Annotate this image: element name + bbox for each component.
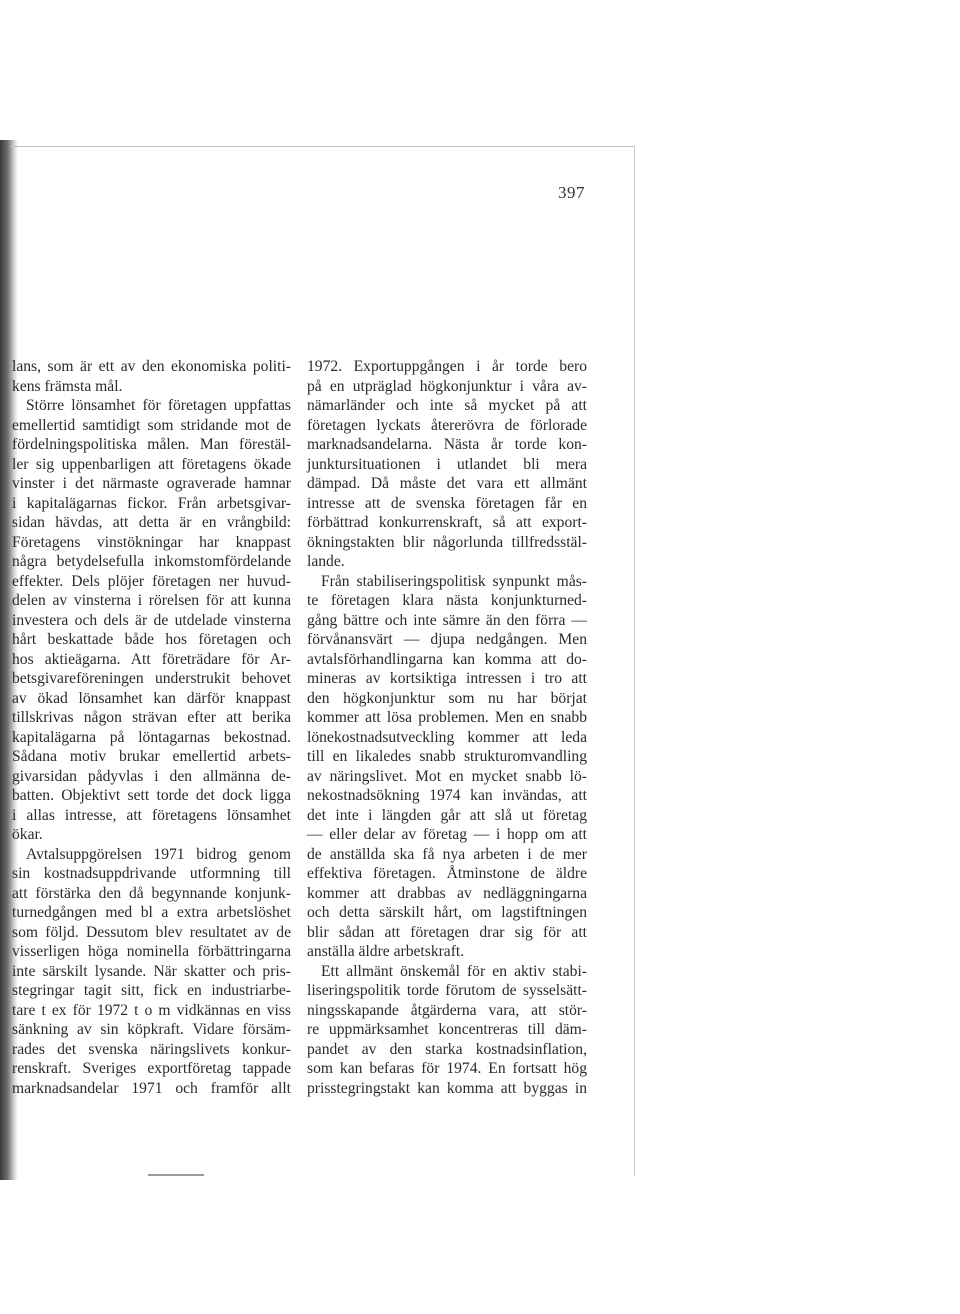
right-text-column [307, 357, 587, 1098]
text-line: ningsskapande åtgärderna vara, att stör- [307, 1001, 587, 1019]
text-line: ökar. [12, 826, 43, 843]
text-line: Företagens vinstökningar har knappast [12, 533, 291, 551]
text-line: — eller delar av företag — i hopp om att [307, 826, 587, 843]
text-line: liseringspolitik torde förutom de sysselsätt- [307, 982, 587, 999]
text-line: på en utpräglad högkonjunktur i våra av- [307, 377, 587, 395]
text-line: blir sådan att företagen drar sig för att [307, 923, 587, 941]
text-line: till en likaledes snabb strukturomvandling [307, 748, 587, 765]
text-line: investera och dels är de utdelade vinsterna [12, 611, 291, 629]
text-line: nämarländer och inte så mycket på att [307, 397, 587, 414]
text-line: delen av vinsterna i rörelsen för att kunna [12, 592, 291, 609]
text-line: turnedgången med bl a extra arbetslöshet [12, 904, 291, 921]
text-line: Större lönsamhet för företagen uppfattas [26, 397, 291, 414]
text-line: förbättrad konkurrenskraft, så att export- [307, 514, 587, 531]
text-line: hårt beskattade både hos företagen och [12, 631, 291, 648]
text-line: anställa äldre arbetskraft. [307, 943, 465, 960]
text-line: stegringar tagit sitt, fick en industriarbe- [12, 982, 291, 999]
text-line: te företagen klara nästa konjunkturned- [307, 592, 587, 609]
text-line: Från stabiliseringspolitisk synpunkt mås- [321, 572, 587, 590]
text-line: emellertid samtidigt som stridande mot de [12, 416, 291, 434]
text-line: visserligen höga nominella förbättringarna [12, 943, 291, 960]
text-line: junktursituationen i utlandet bli mera [307, 455, 587, 473]
text-line: några betydelsefulla inkomstomfördelande [12, 553, 291, 570]
text-line: i allas intresse, att företagens lönsamhet [12, 806, 291, 824]
text-line: kommer att drabbas av nedläggningarna [307, 884, 587, 902]
text-line: effekter. Dels plöjer företagen ner huvud- [12, 572, 291, 590]
text-line: i kapitalägarnas fickor. Från arbetsgivar- [12, 494, 291, 512]
text-line: lans, som är ett av den ekonomiska politi- [12, 358, 291, 375]
left-text-column [12, 357, 291, 1098]
text-line: marknadsandelarna. Nästa år torde kon- [307, 436, 587, 453]
text-line: företagen lyckats återerövra de förlorade [307, 416, 587, 434]
text-line: betsgivareföreningen understrukit behovet [12, 670, 291, 687]
text-line: kens främsta mål. [12, 377, 123, 395]
text-line: givarsidan pådyvlas i den allmänna de- [12, 767, 291, 785]
text-line: av näringslivet. Mot en mycket snabb lö- [307, 767, 587, 785]
text-line: ler sig uppenbarligen att företagens ökade [12, 455, 291, 473]
text-line: tillskrivas någon strävan efter att berika [12, 709, 291, 726]
text-line: 1972. Exportuppgången i år torde bero [307, 358, 587, 375]
text-line: som kan befaras för 1974. En fortsatt hög [307, 1060, 587, 1077]
text-line: re uppmärksamhet koncentreras till däm- [307, 1021, 587, 1038]
text-line: batten. Objektivt sett torde det dock ligga [12, 787, 291, 804]
text-line: Avtalsuppgörelsen 1971 bidrog genom [26, 845, 291, 863]
text-line: nekostnadsökning 1974 kan invändas, att [307, 787, 587, 804]
text-line: kommer att lösa problemen. Men en snabb [307, 709, 587, 726]
text-line: prisstegringstakt kan komma att byggas in [307, 1079, 587, 1097]
text-line: som följd. Dessutom blev resultatet av de [12, 923, 291, 941]
text-line: mineras av kortsiktiga intressen i tro att [307, 670, 587, 687]
text-line: den högkonjunktur som nu har börjat [307, 689, 587, 707]
text-line: effektiva företagen. Åtminstone de äldre [307, 865, 587, 882]
page-edge-right [634, 146, 635, 1176]
page-edge-bottom [148, 1174, 204, 1176]
text-line: sidan hävdas, att detta är en vrångbild: [12, 514, 291, 531]
text-line: gång bättre och inte sämre än den förra — [307, 611, 587, 629]
text-line: Ett allmänt önskemål för en aktiv stabi- [321, 962, 587, 980]
text-line: förvånansvärt — djupa nedgången. Men [307, 631, 587, 648]
text-line: av ökad lönsamhet kan därför knappast [12, 689, 291, 707]
text-line: hos aktieägarna. Att företrädare för Ar- [12, 650, 291, 668]
text-line: intresse att de svenska företagen får en [307, 494, 587, 512]
text-line: ökningstakten blir någorlunda tillfredsstäl- [307, 533, 587, 551]
text-line: fördelningspolitiska målen. Man förestäl- [12, 436, 291, 453]
text-line: de anställda ska få nya arbeten i de mer [307, 845, 587, 863]
text-line: marknadsandelar 1971 och framför allt [12, 1079, 291, 1097]
text-line: det inte i längden går att slå ut företag [307, 806, 587, 824]
page-edge-top [10, 146, 635, 147]
text-line: och detta särskilt hårt, om lagstiftningen [307, 904, 587, 921]
text-line: sin kostnadsuppdrivande utformning till [12, 865, 291, 882]
text-line: rades det svenska näringslivets konkur- [12, 1040, 291, 1058]
text-line: vinster i det närmaste ograverade hamnar [12, 475, 291, 492]
text-line: pandet av den starka kostnadsinflation, [307, 1040, 587, 1058]
text-line: att förstärka den då begynnande konjunk- [12, 884, 291, 902]
text-line: lönekostnadsutveckling kommer att leda [307, 728, 587, 746]
text-line: kapitalägarna på löntagarnas bekostnad. [12, 728, 291, 746]
text-line: lande. [307, 553, 345, 570]
text-line: tare t ex för 1972 t o m vidkännas en viss [12, 1001, 291, 1019]
text-line: avtalsförhandlingarna kan komma att do- [307, 650, 587, 668]
page-number: 397 [558, 183, 585, 202]
text-line: inte särskilt lysande. När skatter och pris- [12, 962, 291, 980]
text-line: Sådana motiv brukar emellertid arbets- [12, 748, 291, 765]
text-line: renskraft. Sveriges exportföretag tappade [12, 1060, 291, 1077]
text-line: dämpad. Då måste det vara ett allmänt [307, 475, 587, 492]
text-line: sänkning av sin köpkraft. Vidare försäm- [12, 1021, 291, 1038]
